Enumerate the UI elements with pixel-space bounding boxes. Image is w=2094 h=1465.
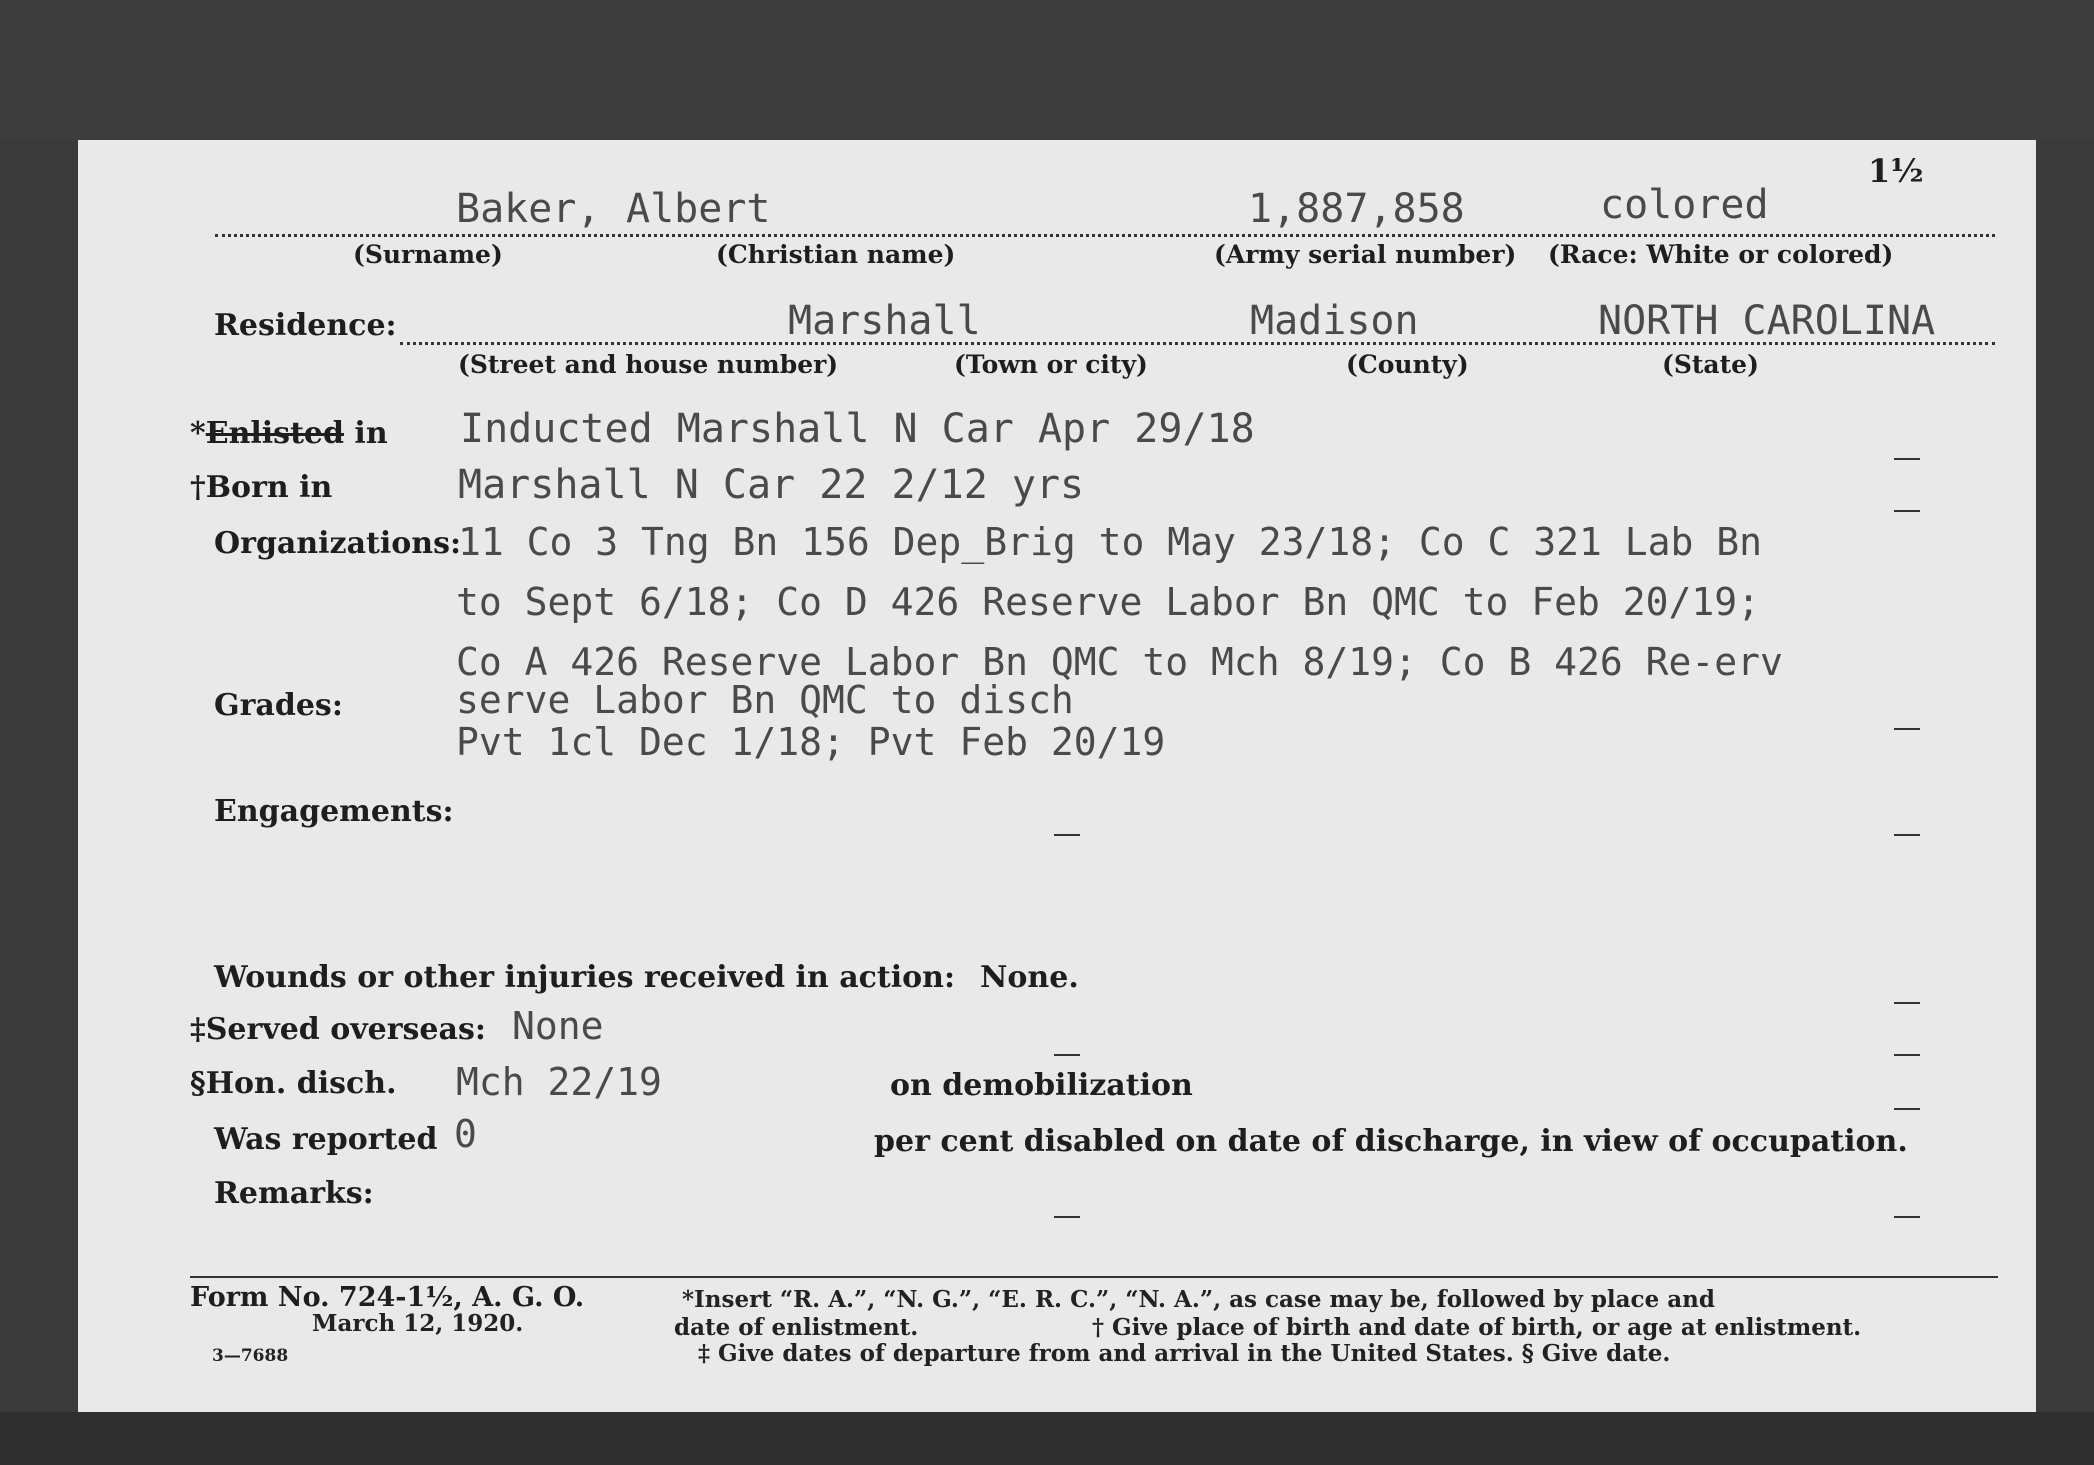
discharge-dash xyxy=(1894,1108,1920,1110)
organizations-line-3: Co A 426 Reserve Labor Bn QMC to Mch 8/19; Co B 426 Re-erv xyxy=(456,640,1783,684)
footnote-born: † Give place of birth and date of birth, or age at enlistment. xyxy=(1092,1314,1862,1341)
overseas-value: None xyxy=(512,1004,604,1048)
christian-name-caption: (Christian name) xyxy=(716,240,956,269)
engagements-dash-1 xyxy=(1054,834,1080,836)
dark-background-bottom xyxy=(0,1412,2094,1465)
enlisted-label: *Enlisted in xyxy=(190,416,388,451)
grades-value: Pvt 1cl Dec 1/18; Pvt Feb 20/19 xyxy=(456,720,1166,764)
overseas-dash-2 xyxy=(1894,1054,1920,1056)
state-caption: (State) xyxy=(1662,350,1759,379)
service-record-card xyxy=(78,140,2036,1412)
engagements-label: Engagements: xyxy=(214,794,454,829)
form-date: March 12, 1920. xyxy=(312,1310,524,1337)
surname-value: Baker, xyxy=(456,186,601,232)
organizations-line-1: 11 Co 3 Tng Bn 156 Dep_Brig to May 23/18; Co C 321 Lab Bn xyxy=(458,520,1763,564)
wounds-value: None. xyxy=(980,960,1079,995)
born-value: Marshall N Car 22 2/12 yrs xyxy=(458,462,1085,508)
overseas-label: ‡Served overseas: xyxy=(190,1012,486,1047)
discharge-date-value: Mch 22/19 xyxy=(456,1060,662,1104)
card-number: 1½ xyxy=(1868,152,1924,190)
percent-value: 0 xyxy=(454,1112,477,1156)
state-value: NORTH CAROLINA xyxy=(1598,298,1936,344)
footnote-enlisted: *Insert “R. A.”, “N. G.”, “E. R. C.”, “N. A.”, as case may be, followed by place and xyxy=(682,1286,1715,1313)
county-value: Madison xyxy=(1250,298,1419,344)
wounds-label: Wounds or other injuries received in action: xyxy=(214,960,956,995)
print-code: 3—7688 xyxy=(212,1346,289,1366)
born-dash xyxy=(1894,510,1920,512)
reported-label: Was reported xyxy=(214,1122,438,1157)
surname-caption: (Surname) xyxy=(353,240,503,269)
name-dotted-line xyxy=(215,234,1995,237)
organizations-label: Organizations: xyxy=(214,526,462,561)
remarks-dash-2 xyxy=(1894,1216,1920,1218)
town-value: Marshall xyxy=(788,298,981,344)
residence-dotted-line xyxy=(400,342,1995,345)
footnote-overseas: ‡ Give dates of departure from and arrival in the United States. § Give date. xyxy=(698,1340,1671,1367)
overseas-dash-1 xyxy=(1054,1054,1080,1056)
enlisted-value: Inducted Marshall N Car Apr 29/18 xyxy=(460,406,1255,452)
grades-dash xyxy=(1894,728,1920,730)
race-caption: (Race: White or colored) xyxy=(1548,240,1894,269)
remarks-dash-1 xyxy=(1054,1216,1080,1218)
born-label: †Born in xyxy=(190,470,333,505)
enlisted-dash xyxy=(1894,458,1920,460)
dark-background-top xyxy=(0,0,2094,140)
remarks-label: Remarks: xyxy=(214,1176,374,1211)
street-caption: (Street and house number) xyxy=(458,350,839,379)
organizations-line-4: serve Labor Bn QMC to disch xyxy=(456,678,1074,722)
town-caption: (Town or city) xyxy=(954,350,1148,379)
christian-name-value: Albert xyxy=(626,186,771,232)
percent-text: per cent disabled on date of discharge, in view of occupation. xyxy=(874,1124,1908,1159)
form-number: Form No. 724-1½, A. G. O. xyxy=(190,1282,585,1313)
serial-caption: (Army serial number) xyxy=(1214,240,1517,269)
race-value: colored xyxy=(1600,182,1769,228)
demobilization-text: on demobilization xyxy=(890,1068,1193,1103)
residence-label: Residence: xyxy=(214,308,397,343)
organizations-line-2: to Sept 6/18; Co D 426 Reserve Labor Bn QMC to Feb 20/19; xyxy=(456,580,1761,624)
serial-number-value: 1,887,858 xyxy=(1248,186,1465,232)
wounds-dash xyxy=(1894,1002,1920,1004)
county-caption: (County) xyxy=(1346,350,1469,379)
discharge-label: §Hon. disch. xyxy=(190,1066,397,1101)
footnote-enlistment-date: date of enlistment. xyxy=(674,1314,919,1341)
grades-label: Grades: xyxy=(214,688,343,723)
footer-rule xyxy=(190,1276,1998,1278)
engagements-dash-2 xyxy=(1894,834,1920,836)
